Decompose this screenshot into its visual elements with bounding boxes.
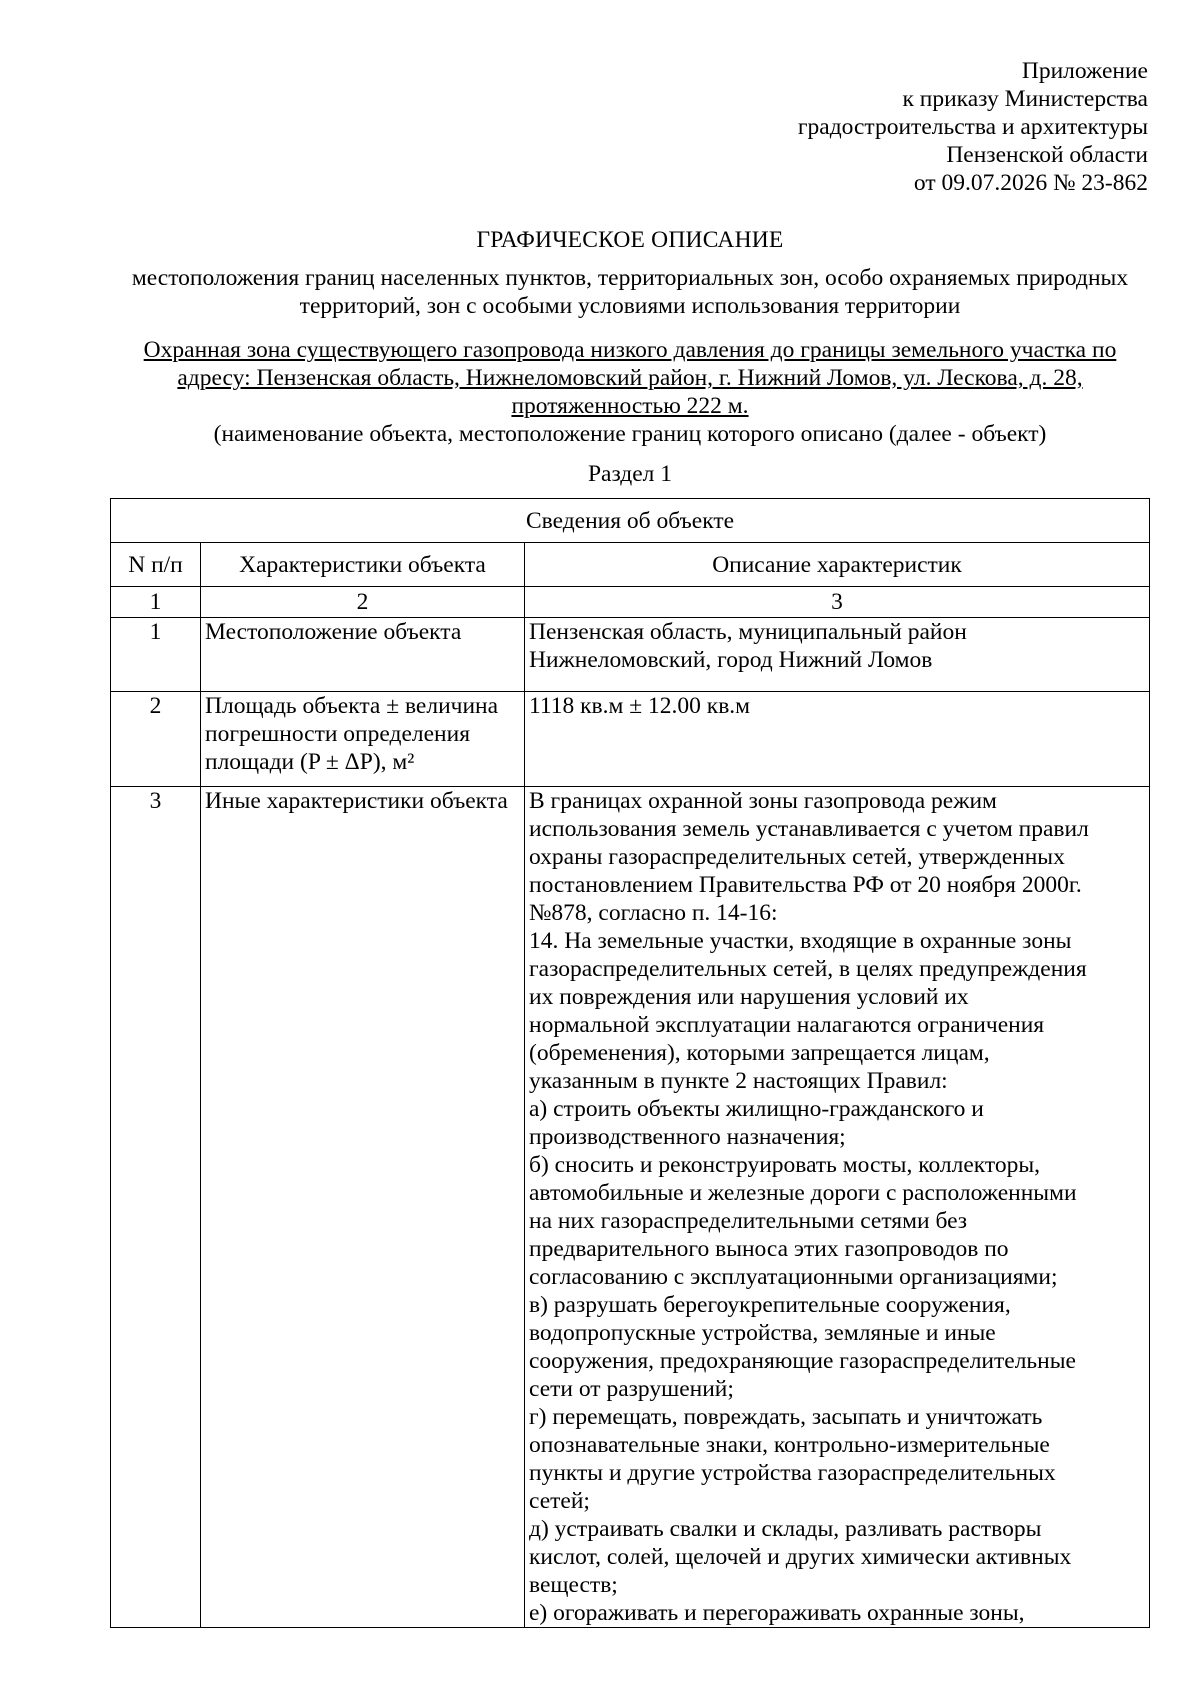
description-line: кислот, солей, щелочей и других химически активных <box>529 1544 1072 1570</box>
table-row <box>111 692 1150 787</box>
object-name-line: адресу: Пензенская область, Нижнеломовский район, г. Нижний Ломов, ул. Лескова, д. 28, <box>177 365 1083 391</box>
description-line: е) огораживать и перегораживать охранные зоны, <box>529 1600 1025 1626</box>
row-characteristic <box>201 692 525 787</box>
description-line: (обременения), которыми запрещается лицам, <box>529 1040 990 1066</box>
row-number: 1 <box>111 618 201 692</box>
description-line: пункты и другие устройства газораспределительных <box>529 1460 1056 1486</box>
appendix-line: Пензенской области <box>946 142 1148 168</box>
description-line: газораспределительных сетей, в целях предупреждения <box>529 956 1087 982</box>
description-line: Пензенская область, муниципальный район <box>529 619 967 645</box>
description-line: сетей; <box>529 1488 590 1514</box>
description-line: использования земель устанавливается с учетом правил <box>529 816 1089 842</box>
appendix-line: градостроительства и архитектуры <box>797 114 1148 140</box>
table-caption: Сведения об объекте <box>111 499 1150 543</box>
description-line: на них газораспределительными сетями без <box>529 1208 968 1234</box>
description-line: в) разрушать берегоукрепительные сооружения, <box>529 1292 1011 1318</box>
description-line: сети от разрушений; <box>529 1376 734 1402</box>
row-number: 3 <box>111 787 201 1628</box>
description-line: б) сносить и реконструировать мосты, коллекторы, <box>529 1152 1040 1178</box>
object-name-line: протяженностью 222 м. <box>511 393 749 419</box>
table-row <box>111 618 1150 692</box>
column-number: 3 <box>525 587 1150 618</box>
description-line: №878, согласно п. 14-16: <box>529 900 778 926</box>
header-num: N п/п <box>111 543 201 587</box>
description-line: водопропускные устройства, земляные и иные <box>529 1320 996 1346</box>
row-characteristic: Иные характеристики объекта <box>201 787 525 1628</box>
appendix-order-date: от 09.07.2026 № 23-862 <box>913 170 1148 196</box>
description-line: предварительного выноса этих газопроводов по <box>529 1236 1009 1262</box>
description-line: указанным в пункте 2 настоящих Правил: <box>529 1068 948 1094</box>
row-characteristic: Местоположение объекта <box>201 618 525 692</box>
appendix-line: Приложение <box>1021 58 1148 84</box>
row-description <box>525 787 1150 1628</box>
description-line: 14. На земельные участки, входящие в охранные зоны <box>529 928 1072 954</box>
characteristic-line: Площадь объекта ± величина <box>205 693 499 719</box>
description-line: нормальной эксплуатации налагаются ограничения <box>529 1012 1045 1038</box>
description-line: сооружения, предохраняющие газораспределительные <box>529 1348 1076 1374</box>
row-description <box>525 618 1150 692</box>
description-line: их повреждения или нарушения условий их <box>529 984 969 1010</box>
object-name-line: Охранная зона существующего газопровода низкого давления до границы земельного участка по <box>143 337 1117 363</box>
row-number: 2 <box>111 692 201 787</box>
header-characteristic: Характеристики объекта <box>201 543 525 587</box>
description-line: автомобильные и железные дороги с расположенными <box>529 1180 1077 1206</box>
description-line: постановлением Правительства РФ от 20 ноября 2000г. <box>529 872 1082 898</box>
description-line: опознавательные знаки, контрольно-измерительные <box>529 1432 1050 1458</box>
appendix-line: к приказу Министерства <box>902 86 1148 112</box>
object-name-note: (наименование объекта, местоположение границ которого описано (далее - объект) <box>213 421 1047 447</box>
document-title: ГРАФИЧЕСКОЕ ОПИСАНИЕ <box>476 227 784 253</box>
description-line: В границах охранной зоны газопровода режим <box>529 788 997 814</box>
table-row <box>111 787 1150 1628</box>
description-line: веществ; <box>529 1572 618 1598</box>
description-line: а) строить объекты жилищно-гражданского и <box>529 1096 984 1122</box>
description-line: д) устраивать свалки и склады, разливать растворы <box>529 1516 1042 1542</box>
subtitle-line: местоположения границ населенных пунктов, территориальных зон, особо охраняемых природных <box>131 265 1129 291</box>
table-header-row <box>111 543 1150 587</box>
object-name-block <box>112 336 1148 448</box>
description-line: охраны газораспределительных сетей, утвержденных <box>529 844 1065 870</box>
appendix-block <box>448 57 1148 197</box>
header-description: Описание характеристик <box>525 543 1150 587</box>
description-line: согласованию с эксплуатационными организациями; <box>529 1264 1058 1290</box>
row-description: 1118 кв.м ± 12.00 кв.м <box>525 692 1150 787</box>
object-info-table <box>110 498 1150 1628</box>
description-line: г) перемещать, повреждать, засыпать и уничтожать <box>529 1404 1043 1430</box>
column-number: 1 <box>111 587 201 618</box>
column-number: 2 <box>201 587 525 618</box>
document-subtitle <box>112 264 1148 320</box>
description-line: Нижнеломовский, город Нижний Ломов <box>529 647 933 673</box>
characteristic-line: погрешности определения <box>205 721 471 747</box>
description-line: производственного назначения; <box>529 1124 846 1150</box>
section-heading: Раздел 1 <box>587 461 673 487</box>
column-number-row <box>111 587 1150 618</box>
subtitle-line: территорий, зон с особыми условиями использования территории <box>299 293 961 319</box>
characteristic-line: площади (P ± ΔP), м² <box>205 749 415 775</box>
